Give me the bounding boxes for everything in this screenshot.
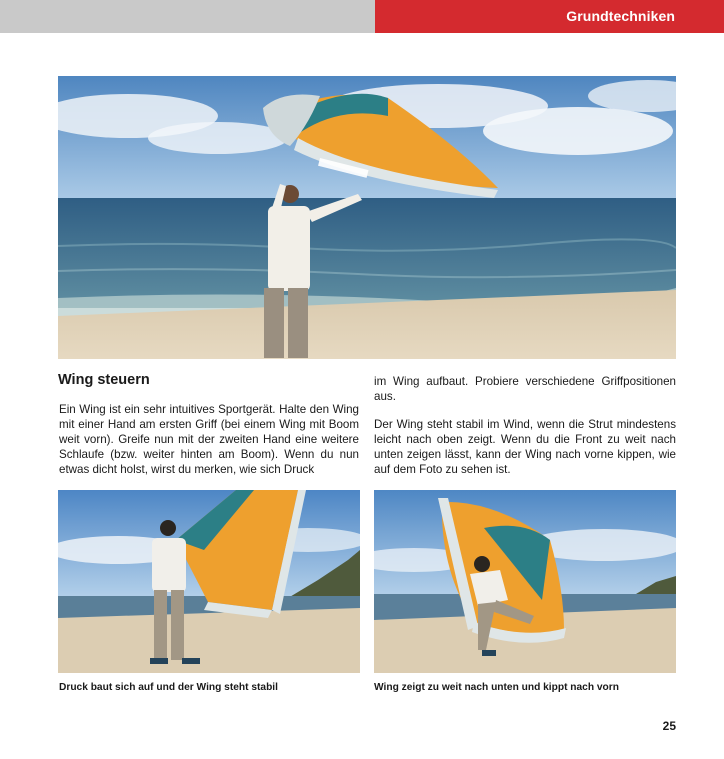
page-number: 25	[662, 719, 676, 733]
photo-wing-tipping	[374, 490, 676, 673]
caption-right: Wing zeigt zu weit nach unten und kippt nach vorn	[374, 682, 619, 693]
section-title: Grundtechniken	[566, 8, 675, 24]
photo-wing-stable	[58, 490, 360, 673]
body-paragraph-left: Ein Wing ist ein sehr intuitives Sportgerät. Halte den Wing mit einer Hand am ersten Griff (bei einem Wing mit Boom weit vorn). Greife nun mit der zweiten Hand eine weitere Schlaufe (bzw. weiter hinten am Boom). Wenn du nun etwas dicht holst, wirst du merken, wie sich Druck	[59, 403, 359, 476]
body-paragraph-right-1: im Wing aufbaut. Probiere verschiedene Griffpositionen aus.	[374, 375, 676, 403]
body-paragraph-right-2: Der Wing steht stabil im Wind, wenn die Strut mindestens leicht nach oben zeigt. Wenn du die Front zu weit nach unten zeigen lässt, kann der Wing nach vorne kippen, wie auf dem Foto zu sehen ist.	[374, 418, 676, 476]
photo-top-wing-overhead	[58, 76, 676, 359]
caption-left: Druck baut sich auf und der Wing steht stabil	[59, 682, 278, 693]
section-heading: Wing steuern	[58, 372, 150, 388]
header-bar-left	[0, 0, 375, 33]
